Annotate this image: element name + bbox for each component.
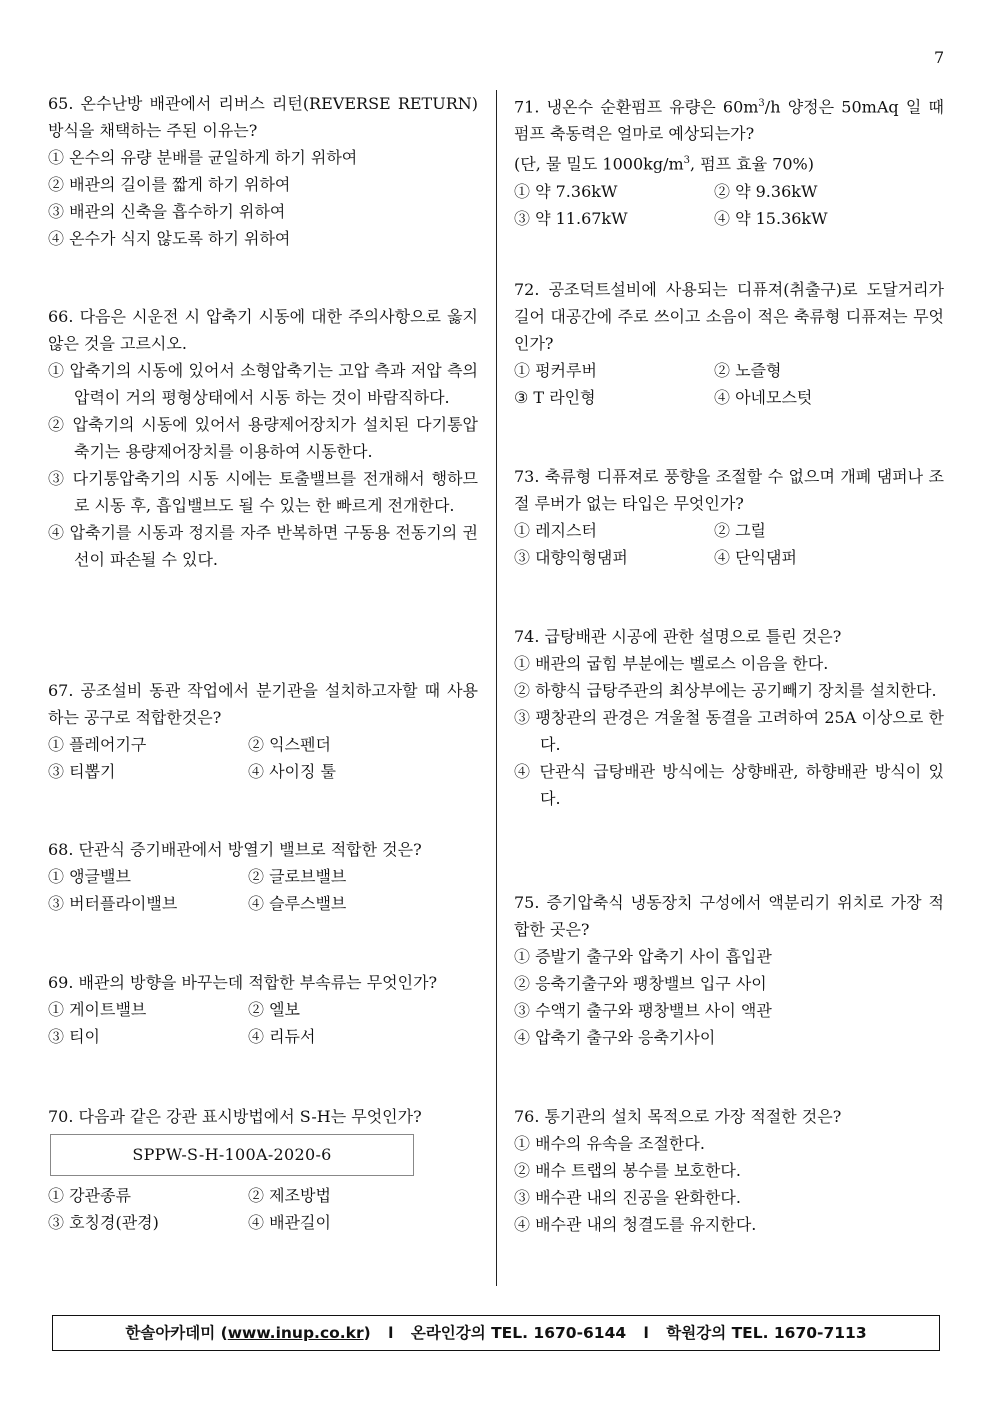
question-68 [48, 836, 478, 917]
separator: l [643, 1324, 649, 1342]
option-1: ① 강관종류 [48, 1186, 131, 1205]
column-divider [496, 90, 497, 1286]
question-65 [48, 90, 478, 252]
option-3: ③ 약 11.67kW [514, 208, 628, 228]
option-4: ④ 아네모스텃 [714, 388, 813, 407]
question-stem: 66. 다음은 시운전 시 압축기 시동에 대한 주의사항으로 옳지 않은 것을 고르시오. [48, 307, 478, 353]
option-1: ① 압축기의 시동에 있어서 소형압축기는 고압 측과 저압 측의 압력이 거의 평형상태에서 시동 하는 것이 바람직하다. [48, 361, 478, 407]
option-1: ① 레지스터 [514, 521, 597, 540]
question-72 [514, 276, 944, 411]
question-stem: 65. 온수난방 배관에서 리버스 리턴(REVERSE RETURN) 방식을 채택하는 주된 이유는? [48, 94, 478, 140]
option-4: ④ 온수가 식지 않도록 하기 위하여 [48, 229, 291, 248]
option-4: ④ 압축기를 시동과 정지를 자주 반복하면 구동용 전동기의 권선이 파손될 수 있다. [48, 523, 478, 569]
question-stem: 68. 단관식 증기배관에서 방열기 밸브로 적합한 것은? [48, 840, 422, 859]
option-2: ② 배관의 길이를 짧게 하기 위하여 [48, 175, 291, 194]
stem-text-a: 71. 냉온수 순환펌프 유량은 60m [514, 97, 759, 117]
option-3: ③ 버터플라이밸브 [48, 894, 178, 913]
condition-text-b: , 펌프 효율 70%) [690, 154, 814, 174]
option-3: ③ 호칭경(관경) [48, 1213, 159, 1232]
option-2: ② 약 9.36kW [714, 181, 818, 201]
option-4: ④ 배관길이 [248, 1213, 331, 1232]
question-73 [514, 463, 944, 571]
question-67 [48, 677, 478, 785]
option-1: ① 펑커루버 [514, 361, 597, 380]
superscript: 3 [683, 155, 691, 167]
option-4: ④ 단관식 급탕배관 방식에는 상향배관, 하향배관 방식이 있다. [514, 762, 944, 808]
question-stem: 67. 공조설비 동관 작업에서 분기관을 설치하고자할 때 사용하는 공구로 적합한것은? [48, 681, 478, 727]
option-4: ④ 사이징 툴 [248, 762, 336, 781]
option-3: ③ 티이 [48, 1027, 100, 1046]
option-3: ③ T 라인형 [514, 388, 596, 407]
options-grid [514, 178, 944, 232]
question-76 [514, 1103, 944, 1238]
question-71 [514, 90, 944, 232]
option-3: ③ 팽창관의 관경은 겨울철 동결을 고려하여 25A 이상으로 한다. [514, 708, 944, 754]
question-stem: 74. 급탕배관 시공에 관한 설명으로 틀린 것은? [514, 627, 842, 646]
question-66 [48, 303, 478, 573]
option-4: ④ 압축기 출구와 응축기사이 [514, 1028, 716, 1047]
option-4: ④ 배수관 내의 청결도를 유지한다. [514, 1215, 757, 1234]
option-2: ② 하향식 급탕주관의 최상부에는 공기빼기 장치를 설치한다. [514, 681, 937, 700]
option-1: ① 온수의 유량 분배를 균일하게 하기 위하여 [48, 148, 358, 167]
separator: l [388, 1324, 394, 1342]
option-4: ④ 리듀서 [248, 1027, 316, 1046]
question-stem: 69. 배관의 방향을 바꾸는데 적합한 부속류는 무엇인가? [48, 973, 438, 992]
question-condition [514, 147, 944, 177]
option-2: ② 노즐형 [714, 361, 782, 380]
options-grid [514, 357, 944, 411]
option-3: ③ 티뽑기 [48, 762, 116, 781]
online-lecture-phone: 온라인강의 TEL. 1670-6144 [410, 1324, 627, 1342]
option-2: ② 제조방법 [248, 1186, 331, 1205]
footer-banner: 한솔아카데미 (www.inup.co.kr) l 온라인강의 TEL. 1670-6144 l 학원강의 TEL. 1670-7113 [52, 1315, 940, 1351]
options-grid [48, 863, 478, 917]
option-3: ③ 다기통압축기의 시동 시에는 토출밸브를 전개해서 행하므로 시동 후, 흡입밸브도 될 수 있는 한 빠르게 전개한다. [48, 469, 478, 515]
question-74 [514, 623, 944, 812]
option-3: ③ 배수관 내의 진공을 완화한다. [514, 1188, 741, 1207]
question-75 [514, 889, 944, 1051]
question-stem: 76. 통기관의 설치 목적으로 가장 적절한 것은? [514, 1107, 842, 1126]
option-2: ② 그릴 [714, 521, 766, 540]
option-1: ① 증발기 출구와 압축기 사이 흡입관 [514, 947, 772, 966]
option-2: ② 압축기의 시동에 있어서 용량제어장치가 설치된 다기통압축기는 용량제어장치를 이용하여 시동한다. [48, 415, 478, 461]
question-stem: 73. 축류형 디퓨져로 풍향을 조절할 수 없으며 개폐 댐퍼나 조절 루버가 없는 타입은 무엇인가? [514, 467, 944, 513]
option-1: ① 배관의 굽힘 부분에는 벨로스 이음을 한다. [514, 654, 829, 673]
option-4: ④ 단익댐퍼 [714, 548, 797, 567]
website-link[interactable]: www.inup.co.kr [227, 1324, 364, 1342]
offline-lecture-phone: 학원강의 TEL. 1670-7113 [666, 1324, 867, 1342]
option-1: ① 게이트밸브 [48, 1000, 147, 1019]
option-3: ③ 수액기 출구와 팽창밸브 사이 액관 [514, 1001, 772, 1020]
question-69 [48, 969, 478, 1050]
options-grid [48, 996, 478, 1050]
option-2: ② 배수 트랩의 봉수를 보호한다. [514, 1161, 741, 1180]
option-1: ① 배수의 유속을 조절한다. [514, 1134, 705, 1153]
superscript: 3 [758, 98, 765, 109]
option-1: ① 앵글밸브 [48, 867, 131, 886]
question-stem: 75. 증기압축식 냉동장치 구성에서 액분리기 위치로 가장 적합한 곳은? [514, 893, 944, 939]
option-3: ③ 대향익형댐퍼 [514, 548, 628, 567]
option-2: ② 익스펜더 [248, 735, 331, 754]
page-number: 7 [934, 48, 945, 67]
stem-text-b: /h 양정은 50mAq 일 때 펌프 축동력은 얼마로 예상되는가? [514, 97, 944, 144]
option-4: ④ 약 15.36kW [714, 208, 828, 228]
option-2: ② 글로브밸브 [248, 867, 347, 886]
option-2: ② 응축기출구와 팽창밸브 입구 사이 [514, 974, 767, 993]
question-stem [514, 90, 944, 147]
options-grid [48, 731, 478, 785]
options-grid [48, 1182, 478, 1236]
option-3: ③ 배관의 신축을 흡수하기 위하여 [48, 202, 286, 221]
options-grid [514, 517, 944, 571]
option-4: ④ 슬루스밸브 [248, 894, 347, 913]
option-1: ① 플레어기구 [48, 735, 147, 754]
pipe-marking-box: SPPW-S-H-100A-2020-6 [50, 1134, 414, 1176]
option-1: ① 약 7.36kW [514, 181, 618, 201]
condition-text-a: (단, 물 밀도 1000kg/m [514, 154, 684, 174]
question-stem: 70. 다음과 같은 강관 표시방법에서 S-H는 무엇인가? [48, 1107, 422, 1126]
question-70 [48, 1103, 478, 1236]
question-stem: 72. 공조덕트설비에 사용되는 디퓨져(취출구)로 도달거리가 길어 대공간에 주로 쓰이고 소음이 적은 축류형 디퓨져는 무엇인가? [514, 280, 944, 353]
option-2: ② 엘보 [248, 1000, 300, 1019]
academy-name: 한솔아카데미 [125, 1324, 216, 1342]
